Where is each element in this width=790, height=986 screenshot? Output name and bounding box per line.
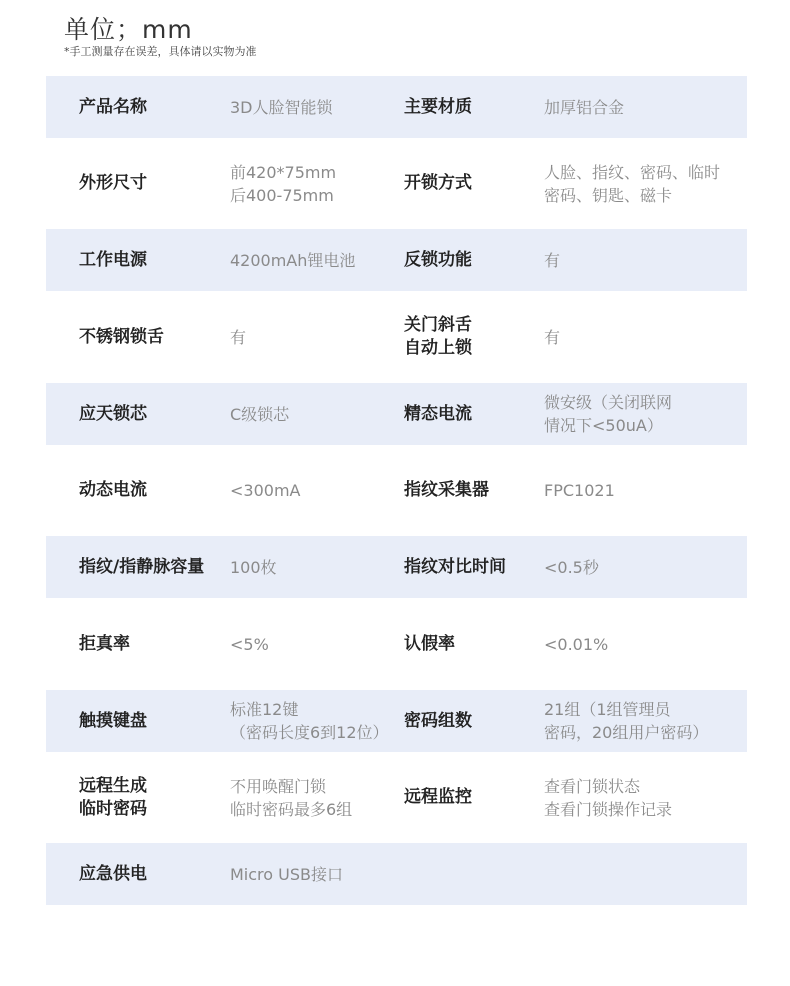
spec-label: 工作电源 [79, 249, 147, 270]
spec-value [544, 843, 747, 905]
spec-value: <5% [230, 634, 269, 654]
spec-value: <0.5秒 [544, 557, 599, 577]
spec-label: 产品名称 [79, 96, 147, 117]
spec-label: 主要材质 [404, 96, 472, 117]
spec-value: <0.01% [544, 634, 609, 654]
spec-label: 拒真率 [79, 633, 130, 654]
spec-label: 指纹/指静脉容量 [79, 556, 205, 577]
spec-value: 加厚铝合金 [544, 97, 625, 117]
measurement-note: *手工测量存在误差，具体请以实物为准 [64, 45, 257, 58]
spec-row [46, 536, 747, 598]
spec-value: C级锁芯 [230, 404, 290, 424]
spec-row [46, 752, 747, 843]
spec-value: 不用唤醒门锁 临时密码最多6组 [230, 776, 353, 819]
spec-row [46, 229, 747, 291]
spec-row [46, 138, 747, 229]
spec-row [46, 291, 747, 383]
spec-value: Micro USB接口 [230, 864, 343, 884]
spec-value: FPC1021 [544, 481, 615, 500]
spec-label: 认假率 [404, 633, 455, 654]
spec-table [46, 76, 747, 905]
spec-value: 有 [230, 327, 247, 347]
spec-value: 3D人脸智能锁 [230, 97, 333, 117]
spec-row [46, 383, 747, 445]
spec-row [46, 690, 747, 752]
spec-label: 指纹对比时间 [404, 556, 506, 577]
spec-label: 外形尺寸 [79, 173, 147, 193]
spec-value: 微安级（关闭联网 情况下<50uA） [544, 393, 673, 435]
spec-label: 反锁功能 [404, 249, 472, 270]
spec-value: 4200mAh锂电池 [230, 250, 356, 270]
spec-label: 应急供电 [79, 863, 147, 884]
spec-value: 有 [544, 327, 561, 347]
spec-label: 触摸键盘 [79, 710, 147, 731]
spec-value: 前420*75mm 后400-75mm [230, 162, 337, 205]
spec-label: 关门斜舌 自动上锁 [404, 315, 472, 358]
spec-label: 动态电流 [79, 480, 147, 500]
spec-value: 标准12键 （密码长度6到12位） [230, 700, 389, 742]
spec-label: 精态电流 [404, 403, 472, 424]
spec-label: 不锈钢锁舌 [79, 326, 164, 347]
spec-value: 有 [544, 250, 561, 270]
spec-value: 100枚 [230, 557, 277, 577]
spec-label: 远程监控 [404, 787, 472, 807]
spec-row [46, 843, 747, 905]
spec-row [46, 598, 747, 690]
spec-label [404, 843, 540, 905]
spec-row [46, 445, 747, 536]
spec-label: 远程生成 临时密码 [79, 775, 147, 819]
spec-value: 查看门锁状态 查看门锁操作记录 [544, 776, 673, 819]
spec-label: 开锁方式 [404, 173, 472, 193]
spec-value: <300mA [230, 481, 301, 500]
spec-label: 应天锁芯 [79, 403, 147, 424]
spec-label: 指纹采集器 [404, 480, 489, 500]
spec-value: 人脸、指纹、密码、临时 密码、钥匙、磁卡 [544, 162, 721, 205]
unit-title: 单位；mm [64, 15, 193, 44]
spec-label: 密码组数 [404, 710, 472, 731]
spec-value: 21组（1组管理员 密码，20组用户密码） [544, 700, 709, 742]
spec-row [46, 76, 747, 138]
